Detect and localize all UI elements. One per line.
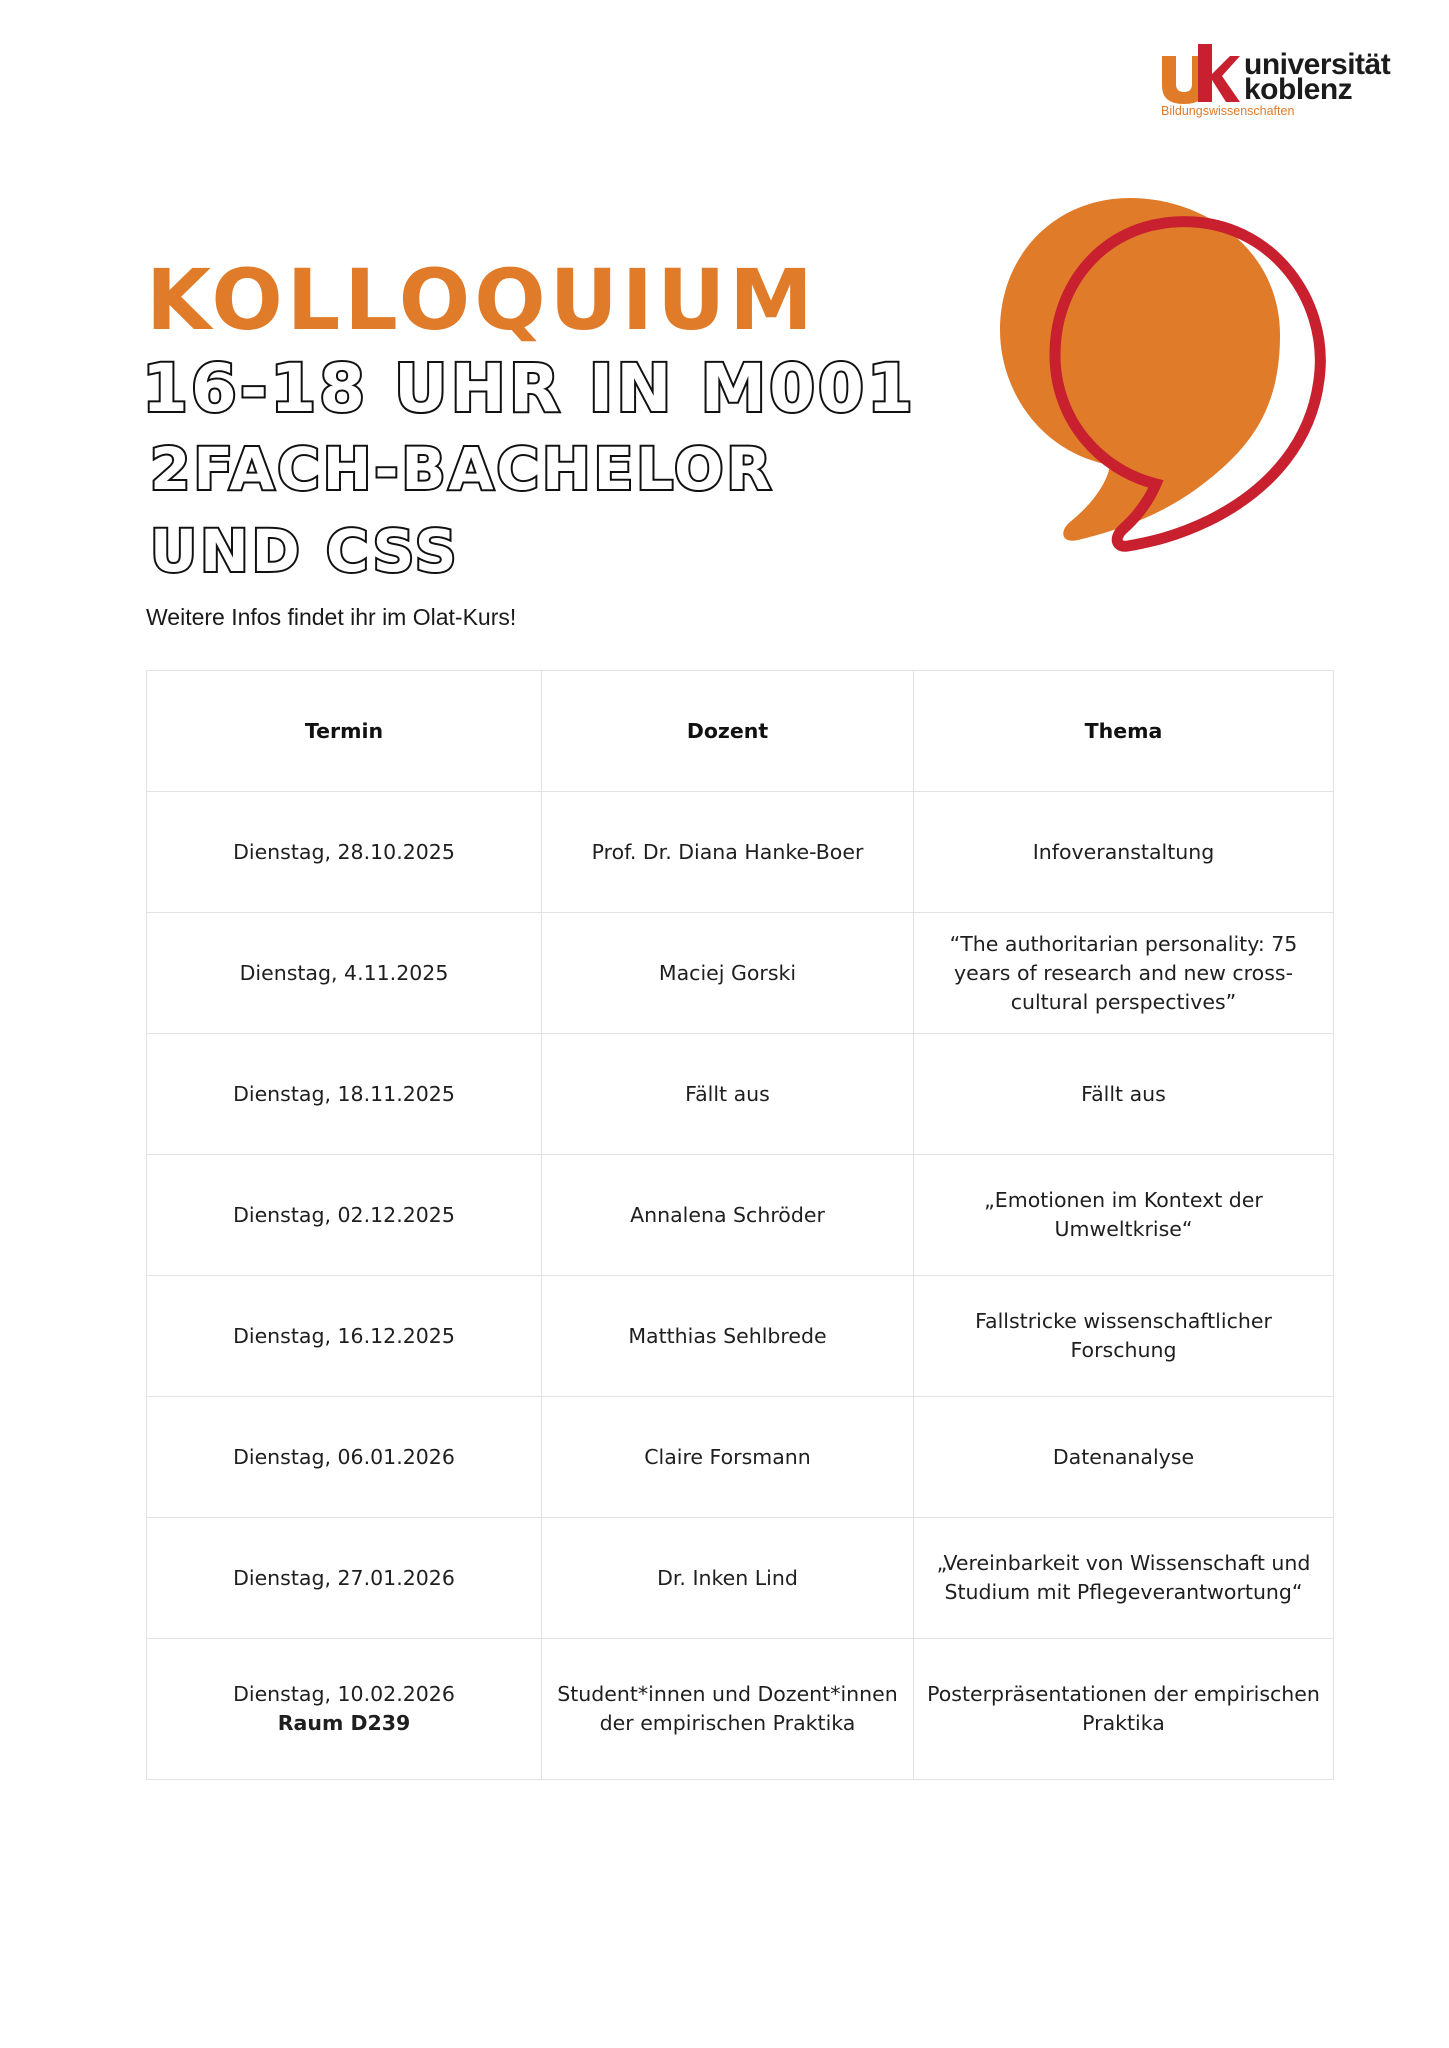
topic-cell: Fällt aus bbox=[914, 1034, 1334, 1155]
topic-cell: Posterpräsentationen der empirischen Praktika bbox=[914, 1639, 1334, 1780]
lecturer-cell: Prof. Dr. Diana Hanke-Boer bbox=[542, 792, 914, 913]
table-header-row bbox=[147, 671, 1334, 792]
table-row bbox=[147, 1276, 1334, 1397]
date-cell: Dienstag, 02.12.2025 bbox=[147, 1155, 542, 1276]
room-text: Raum D239 bbox=[277, 1711, 411, 1735]
table-row bbox=[147, 792, 1334, 913]
topic-cell: Datenanalyse bbox=[914, 1397, 1334, 1518]
logo-word-universitaet: universität bbox=[1244, 48, 1391, 81]
logo-subtitle: Bildungswissenschaften bbox=[1161, 104, 1295, 118]
uk-logo-mark-icon bbox=[1160, 44, 1240, 104]
schedule-table bbox=[146, 670, 1334, 1780]
date-text: Dienstag, 10.02.2026 bbox=[233, 1682, 455, 1706]
column-header-thema: Thema bbox=[914, 671, 1334, 792]
column-header-termin: Termin bbox=[147, 671, 542, 792]
lecturer-cell: Annalena Schröder bbox=[542, 1155, 914, 1276]
lecturer-cell: Matthias Sehlbrede bbox=[542, 1276, 914, 1397]
table-row bbox=[147, 1397, 1334, 1518]
topic-cell: “The authoritarian personality: 75 years of research and new cross-cultural perspectives” bbox=[914, 913, 1334, 1034]
date-cell: Dienstag, 4.11.2025 bbox=[147, 913, 542, 1034]
page-title: KOLLOQUIUM bbox=[146, 251, 817, 349]
lecturer-cell: Dr. Inken Lind bbox=[542, 1518, 914, 1639]
topic-cell: Fallstricke wissenschaftlicher Forschung bbox=[914, 1276, 1334, 1397]
column-header-dozent: Dozent bbox=[542, 671, 914, 792]
table-row bbox=[147, 1518, 1334, 1639]
lecturer-cell: Claire Forsmann bbox=[542, 1397, 914, 1518]
lecturer-cell: Maciej Gorski bbox=[542, 913, 914, 1034]
date-cell: Dienstag, 18.11.2025 bbox=[147, 1034, 542, 1155]
program-heading-line2: UND CSS bbox=[150, 517, 460, 585]
table-row bbox=[147, 1155, 1334, 1276]
logo-word-koblenz: koblenz bbox=[1244, 73, 1353, 106]
date-cell: Dienstag, 27.01.2026 bbox=[147, 1518, 542, 1639]
date-cell: Dienstag, 16.12.2025 bbox=[147, 1276, 542, 1397]
topic-cell: „Vereinbarkeit von Wissenschaft und Studium mit Pflegeverantwortung“ bbox=[914, 1518, 1334, 1639]
table-row bbox=[147, 1034, 1334, 1155]
info-text: Weitere Infos findet ihr im Olat-Kurs! bbox=[146, 604, 517, 630]
program-heading-line1: 2FACH-BACHELOR bbox=[150, 435, 775, 503]
topic-cell: „Emotionen im Kontext der Umweltkrise“ bbox=[914, 1155, 1334, 1276]
date-cell bbox=[147, 1639, 542, 1780]
date-cell: Dienstag, 06.01.2026 bbox=[147, 1397, 542, 1518]
time-room-heading: 16-18 UHR IN M001 bbox=[142, 350, 916, 427]
table-row bbox=[147, 913, 1334, 1034]
date-cell: Dienstag, 28.10.2025 bbox=[147, 792, 542, 913]
topic-cell: Infoveranstaltung bbox=[914, 792, 1334, 913]
lecturer-cell: Student*innen und Dozent*innen der empirischen Praktika bbox=[542, 1639, 914, 1780]
table-row bbox=[147, 1639, 1334, 1780]
lecturer-cell: Fällt aus bbox=[542, 1034, 914, 1155]
quote-bubble-icon bbox=[990, 190, 1340, 570]
university-logo bbox=[1160, 44, 1405, 122]
